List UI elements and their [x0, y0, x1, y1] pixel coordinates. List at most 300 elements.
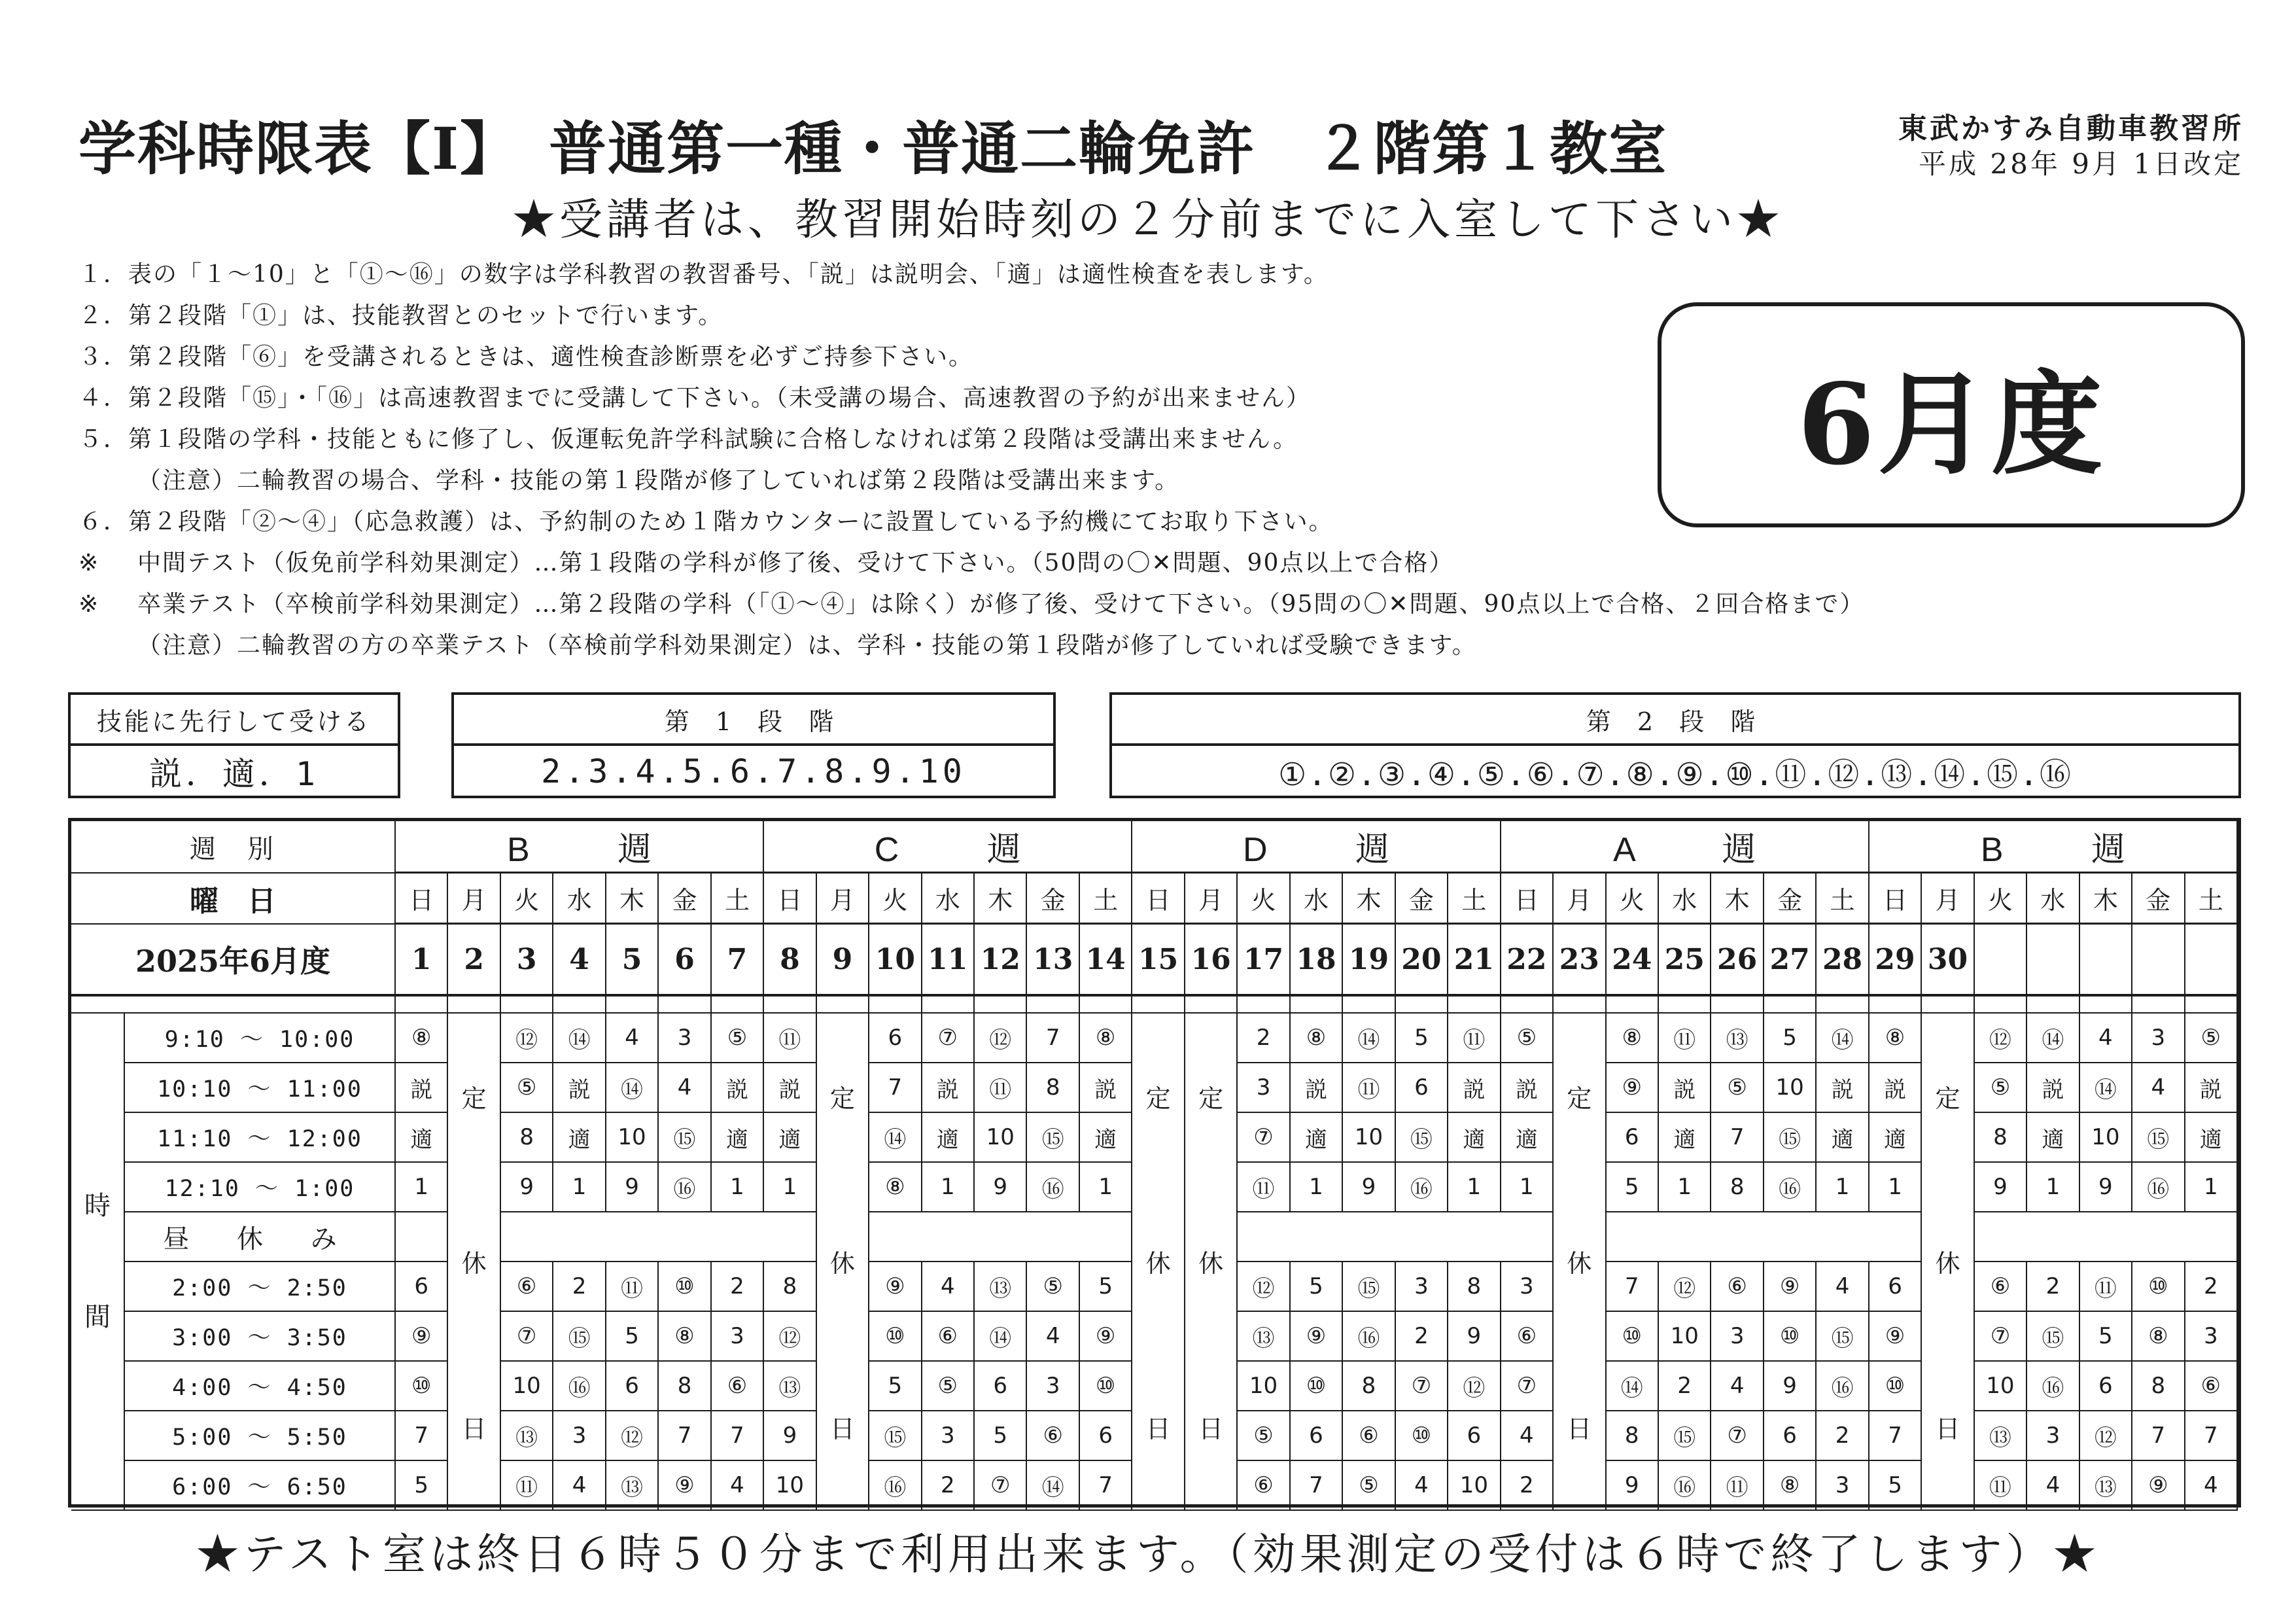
date-cell: 25: [1659, 925, 1711, 997]
holiday-char: 日: [1567, 1415, 1592, 1444]
spacer-cell: [1922, 997, 1974, 1014]
lesson-cell: ⑫: [1448, 1362, 1501, 1411]
lunch-break-cell: [869, 1212, 1132, 1262]
lesson-cell: 8: [1975, 1113, 2027, 1163]
spacer-cell: [1764, 997, 1817, 1014]
lesson-cell: 適: [712, 1113, 764, 1163]
weekday-cell: 水: [553, 874, 606, 925]
stage-2-label: 第 2 段 階: [1112, 695, 2238, 746]
lesson-cell: 適: [1659, 1113, 1711, 1163]
lesson-cell: ⑧: [1080, 1014, 1132, 1063]
lesson-cell: 3: [2027, 1411, 2079, 1461]
spacer-cell: [1396, 997, 1448, 1014]
weekday-cell: 水: [2027, 874, 2079, 925]
spacer-cell: [1080, 997, 1132, 1014]
lesson-cell: ⑭: [1607, 1362, 1659, 1411]
note-mark: ※: [78, 550, 100, 576]
spacer-cell: [1817, 997, 1869, 1014]
week-header: D 週: [1132, 821, 1501, 874]
lesson-cell: ⑥: [2185, 1362, 2238, 1411]
lesson-cell: ⑯: [2132, 1163, 2185, 1212]
lesson-cell: ⑤: [922, 1362, 975, 1411]
lesson-cell: 5: [2080, 1312, 2132, 1362]
lesson-cell: 1: [1817, 1163, 1869, 1212]
lesson-cell: ⑥: [922, 1312, 975, 1362]
date-cell: 3: [501, 925, 553, 997]
lesson-cell: ⑤: [1711, 1063, 1764, 1113]
lesson-cell: ⑮: [659, 1113, 711, 1163]
weekday-cell: 水: [1291, 874, 1343, 925]
lesson-cell: ⑧: [1607, 1014, 1659, 1063]
notes-list: [78, 254, 1864, 666]
lesson-cell: ⑧: [869, 1163, 922, 1212]
holiday-column: [1554, 1014, 1606, 1511]
lesson-cell: 説: [1817, 1063, 1869, 1113]
lesson-cell: ⑬: [1711, 1014, 1764, 1063]
weekday-cell: 金: [1764, 874, 1817, 925]
lesson-cell: ⑮: [1343, 1262, 1395, 1312]
date-cell: 21: [1448, 925, 1501, 997]
spacer-cell: [606, 997, 659, 1014]
lesson-cell: 4: [1501, 1411, 1554, 1461]
week-header: A 週: [1501, 821, 1870, 874]
lesson-cell: ⑤: [1238, 1411, 1290, 1461]
weekday-cell: 土: [1817, 874, 1869, 925]
lesson-cell: 適: [396, 1113, 448, 1163]
lesson-cell: 4: [1711, 1362, 1764, 1411]
lesson-cell: 8: [501, 1113, 553, 1163]
date-cell: 19: [1343, 925, 1395, 997]
lesson-cell: 説: [2027, 1063, 2079, 1113]
spacer-cell: [1343, 997, 1395, 1014]
day-header-label: 曜 日: [71, 874, 396, 925]
lesson-cell: ⑧: [659, 1312, 711, 1362]
lesson-cell: ⑯: [1343, 1312, 1395, 1362]
lesson-cell: ⑦: [975, 1461, 1027, 1511]
weekday-cell: 火: [869, 874, 922, 925]
holiday-char: 日: [1198, 1415, 1224, 1444]
holiday-column: [448, 1014, 500, 1511]
weekday-cell: 金: [1396, 874, 1448, 925]
lesson-cell: ⑮: [2132, 1113, 2185, 1163]
lesson-cell: 6: [1764, 1411, 1817, 1461]
lesson-cell: 8: [659, 1362, 711, 1411]
lesson-cell: ⑯: [1659, 1461, 1711, 1511]
stage-1-items: 2.3.4.5.6.7.8.9.10: [541, 752, 966, 790]
lesson-cell: ⑭: [1343, 1014, 1395, 1063]
page-title: 学科時限表【Ⅰ】 普通第一種・普通二輪免許 ２階第１教室: [78, 115, 1668, 183]
lesson-cell: 1: [712, 1163, 764, 1212]
lesson-cell: ⑥: [712, 1362, 764, 1411]
lesson-cell: 適: [922, 1113, 975, 1163]
holiday-char: 休: [829, 1249, 855, 1279]
spacer-cell: [1554, 997, 1606, 1014]
spacer-cell: [1291, 997, 1343, 1014]
holiday-char: 定: [1567, 1084, 1592, 1113]
date-cell: 20: [1396, 925, 1448, 997]
lesson-cell: 2: [1238, 1014, 1290, 1063]
lesson-cell: 10: [764, 1461, 816, 1511]
lesson-cell: 4: [659, 1063, 711, 1113]
weekday-cell: 木: [975, 874, 1027, 925]
date-cell: 8: [764, 925, 816, 997]
lesson-cell: ⑪: [1448, 1014, 1501, 1063]
note-text: 中間テスト（仮免前学科効果測定）…第１段階の学科が修了後、受けて下さい。（50問の〇✕問題、90点以上で合格）: [137, 550, 1454, 576]
holiday-char: 日: [829, 1415, 855, 1444]
lesson-cell: 説: [553, 1063, 606, 1113]
spacer-cell: [501, 997, 553, 1014]
lesson-cell: 6: [2080, 1362, 2132, 1411]
lesson-cell: 6: [606, 1362, 659, 1411]
holiday-char: 定: [1935, 1084, 1960, 1113]
lesson-cell: 10: [1659, 1312, 1711, 1362]
date-cell: 14: [1080, 925, 1132, 997]
lesson-cell: 4: [1027, 1312, 1079, 1362]
holiday-column: [1132, 1014, 1185, 1511]
stage-1-box: [451, 692, 1056, 798]
lesson-cell: 説: [712, 1063, 764, 1113]
holiday-char: 休: [461, 1249, 487, 1279]
lesson-cell: ⑨: [659, 1461, 711, 1511]
week-header: C 週: [764, 821, 1132, 874]
lesson-cell: ⑮: [1764, 1113, 1817, 1163]
date-cell: 29: [1870, 925, 1922, 997]
lesson-cell: 9: [501, 1163, 553, 1212]
headline-notice: ★受講者は、教習開始時刻の２分前までに入室して下さい★: [512, 194, 1784, 245]
lesson-cell: ⑫: [501, 1014, 553, 1063]
date-cell: [2080, 925, 2132, 997]
lesson-cell: 9: [1448, 1312, 1501, 1362]
lesson-cell: 3: [712, 1312, 764, 1362]
date-header-label: 2025年6月度: [71, 925, 396, 997]
lesson-cell: ⑯: [1027, 1163, 1079, 1212]
lesson-cell: 7: [396, 1411, 448, 1461]
spacer-cell: [1607, 997, 1659, 1014]
lesson-cell: 1: [1291, 1163, 1343, 1212]
lesson-cell: 4: [922, 1262, 975, 1312]
spacer-cell: [1132, 997, 1185, 1014]
weekday-cell: 月: [1922, 874, 1974, 925]
lesson-cell: ⑭: [553, 1014, 606, 1063]
lesson-cell: ⑧: [1870, 1014, 1922, 1063]
spacer-cell: [396, 997, 448, 1014]
schedule-table: [68, 818, 2241, 1508]
note-item: ２．第２段階「①」は、技能教習とのセットで行います。: [78, 302, 723, 329]
lesson-cell: ⑧: [396, 1014, 448, 1063]
lesson-cell: 9: [2080, 1163, 2132, 1212]
lesson-cell: 適: [553, 1113, 606, 1163]
lesson-cell: 2: [2185, 1262, 2238, 1312]
date-cell: [2132, 925, 2185, 997]
lesson-cell: ⑨: [396, 1312, 448, 1362]
lesson-cell: ⑯: [869, 1461, 922, 1511]
date-cell: 24: [1607, 925, 1659, 997]
note-text: 卒業テスト（卒検前学科効果測定）…第２段階の学科（「①～④」は除く）が修了後、受けて下さい。（95問の〇✕問題、90点以上で合格、２回合格まで）: [137, 591, 1865, 618]
lesson-cell: 5: [1870, 1461, 1922, 1511]
lesson-cell: 説: [1870, 1063, 1922, 1113]
weekday-cell: 日: [1501, 874, 1554, 925]
date-cell: 4: [553, 925, 606, 997]
lesson-cell: 1: [2185, 1163, 2238, 1212]
spacer-cell: [1975, 997, 2027, 1014]
lesson-cell: 4: [1396, 1461, 1448, 1511]
lesson-cell: 9: [764, 1411, 816, 1461]
weekday-cell: 金: [659, 874, 711, 925]
lesson-cell: ⑭: [975, 1312, 1027, 1362]
time-slot-label: 9:10 ～ 10:00: [125, 1014, 396, 1063]
lesson-cell: ⑥: [501, 1262, 553, 1312]
holiday-char: 日: [1145, 1415, 1171, 1444]
holiday-char: 休: [1935, 1249, 1960, 1279]
lesson-cell: ⑪: [501, 1461, 553, 1511]
weekday-cell: 火: [1607, 874, 1659, 925]
spacer-cell: [1027, 997, 1079, 1014]
lesson-cell: ⑤: [2185, 1014, 2238, 1063]
lesson-cell: 8: [1448, 1262, 1501, 1312]
date-cell: 7: [712, 925, 764, 997]
date-cell: 17: [1238, 925, 1290, 997]
lesson-cell: 8: [1343, 1362, 1395, 1411]
lesson-cell: ⑪: [1343, 1063, 1395, 1113]
lesson-cell: 8: [1027, 1063, 1079, 1113]
lesson-cell: ⑫: [606, 1411, 659, 1461]
lesson-cell: 5: [606, 1312, 659, 1362]
week-header: B 週: [1870, 821, 2238, 874]
lesson-cell: 1: [553, 1163, 606, 1212]
lesson-cell: ⑭: [2027, 1014, 2079, 1063]
date-cell: 1: [396, 925, 448, 997]
lesson-cell: 2: [712, 1262, 764, 1312]
weekday-cell: 水: [1659, 874, 1711, 925]
lesson-cell: 3: [1238, 1063, 1290, 1113]
lesson-cell: 6: [1291, 1411, 1343, 1461]
lesson-cell: 6: [869, 1014, 922, 1063]
lunch-break-label: 昼 休 み: [125, 1212, 396, 1262]
week-header: B 週: [396, 821, 764, 874]
lesson-cell: 6: [1396, 1063, 1448, 1113]
lesson-cell: ⑯: [1396, 1163, 1448, 1212]
weekday-cell: 月: [448, 874, 500, 925]
lesson-cell: 適: [2027, 1113, 2079, 1163]
holiday-char: 休: [1567, 1249, 1592, 1279]
lesson-cell: ⑨: [1080, 1312, 1132, 1362]
lesson-cell: 8: [1607, 1411, 1659, 1461]
lesson-cell: ⑥: [1711, 1262, 1764, 1312]
lesson-cell: ⑯: [2027, 1362, 2079, 1411]
lesson-cell: 1: [1501, 1163, 1554, 1212]
lesson-cell: 4: [712, 1461, 764, 1511]
lesson-cell: ⑪: [1711, 1461, 1764, 1511]
lesson-cell: ⑦: [1396, 1362, 1448, 1411]
spacer-cell: [2185, 997, 2238, 1014]
lesson-cell: 4: [2027, 1461, 2079, 1511]
spacer-cell: [975, 997, 1027, 1014]
weekday-cell: 木: [1343, 874, 1395, 925]
date-cell: 5: [606, 925, 659, 997]
lesson-cell: 4: [553, 1461, 606, 1511]
lesson-cell: ⑨: [1291, 1312, 1343, 1362]
lesson-cell: ⑩: [869, 1312, 922, 1362]
lesson-cell: ⑥: [1027, 1411, 1079, 1461]
lesson-cell: 説: [1448, 1063, 1501, 1113]
weekday-cell: 日: [1132, 874, 1185, 925]
spacer-cell: [553, 997, 606, 1014]
lesson-cell: 9: [1607, 1461, 1659, 1511]
lesson-cell: 1: [396, 1163, 448, 1212]
time-slot-label: 3:00 ～ 3:50: [125, 1312, 396, 1362]
date-cell: 28: [1817, 925, 1869, 997]
time-slot-label: 11:10 ～ 12:00: [125, 1113, 396, 1163]
lesson-cell: 7: [2132, 1411, 2185, 1461]
week-header-label: 週 別: [71, 821, 396, 874]
lesson-cell: 説: [1080, 1063, 1132, 1113]
lesson-cell: 4: [2080, 1014, 2132, 1063]
weekday-cell: 日: [764, 874, 816, 925]
lesson-cell: 8: [2132, 1362, 2185, 1411]
lunch-break-cell: [1607, 1212, 1922, 1262]
lesson-cell: 適: [1448, 1113, 1501, 1163]
date-cell: 2: [448, 925, 500, 997]
lesson-cell: ⑤: [501, 1063, 553, 1113]
lesson-cell: 6: [1448, 1411, 1501, 1461]
lesson-cell: 9: [1343, 1163, 1395, 1212]
holiday-char: 休: [1145, 1249, 1171, 1279]
lesson-cell: 説: [922, 1063, 975, 1113]
lesson-cell: ⑩: [1396, 1411, 1448, 1461]
lesson-cell: 5: [1764, 1014, 1817, 1063]
note-item: [78, 584, 1864, 625]
stage-1-label: 第 1 段 階: [454, 695, 1053, 746]
lesson-cell: 5: [975, 1411, 1027, 1461]
lesson-cell: ⑦: [1238, 1113, 1290, 1163]
spacer-cell: [817, 997, 869, 1014]
spacer-cell: [712, 997, 764, 1014]
holiday-char: 日: [461, 1415, 487, 1444]
lesson-cell: ⑦: [501, 1312, 553, 1362]
spacer-cell: [1238, 997, 1290, 1014]
spacer-cell: [2027, 997, 2079, 1014]
lesson-cell: 7: [1607, 1262, 1659, 1312]
lesson-cell: 適: [1291, 1113, 1343, 1163]
lesson-cell: 1: [1448, 1163, 1501, 1212]
holiday-char: 定: [1145, 1084, 1171, 1113]
spacer-cell: [1870, 997, 1922, 1014]
lesson-cell: ⑤: [1343, 1461, 1395, 1511]
lesson-cell: 5: [869, 1362, 922, 1411]
lesson-cell: ⑭: [606, 1063, 659, 1113]
holiday-column: [817, 1014, 869, 1511]
lesson-cell: 4: [2132, 1063, 2185, 1113]
weekday-cell: 火: [501, 874, 553, 925]
spacer-cell: [922, 997, 975, 1014]
lesson-cell: 8: [1711, 1163, 1764, 1212]
lesson-cell: 3: [2185, 1312, 2238, 1362]
lesson-cell: 4: [606, 1014, 659, 1063]
lesson-cell: ⑪: [975, 1063, 1027, 1113]
lesson-cell: ⑧: [1764, 1461, 1817, 1511]
weekday-cell: 月: [817, 874, 869, 925]
lesson-cell: ⑩: [1080, 1362, 1132, 1411]
lesson-cell: ⑫: [1659, 1262, 1711, 1312]
weekday-cell: 火: [1975, 874, 2027, 925]
note-item: ６．第２段階「②～④」（応急救護）は、予約制のため１階カウンターに設置している予約機にてお取り下さい。: [78, 508, 1334, 535]
lesson-cell: 適: [2185, 1113, 2238, 1163]
spacer-cell: [764, 997, 816, 1014]
lesson-cell: 9: [1764, 1362, 1817, 1411]
month-badge: 6月度: [1658, 302, 2245, 527]
lesson-cell: ⑭: [1027, 1461, 1079, 1511]
header-spacer: [71, 997, 396, 1014]
lesson-cell: ⑨: [1870, 1312, 1922, 1362]
lesson-cell: ⑧: [1291, 1014, 1343, 1063]
time-slot-label: 4:00 ～ 4:50: [125, 1362, 396, 1411]
spacer-cell: [1659, 997, 1711, 1014]
weekday-cell: 土: [1080, 874, 1132, 925]
time-section-label: [71, 1014, 125, 1511]
lesson-cell: 5: [396, 1461, 448, 1511]
lesson-cell: 3: [2132, 1014, 2185, 1063]
spacer-cell: [1448, 997, 1501, 1014]
date-cell: 9: [817, 925, 869, 997]
lesson-cell: 説: [1659, 1063, 1711, 1113]
date-cell: 23: [1554, 925, 1606, 997]
stage-pre-label: 技能に先行して受ける: [71, 695, 398, 746]
lesson-cell: ⑥: [1238, 1461, 1290, 1511]
lesson-cell: 6: [396, 1262, 448, 1312]
lesson-cell: 10: [1764, 1063, 1817, 1113]
holiday-char: 日: [1935, 1415, 1960, 1444]
note-mark: ※: [78, 591, 100, 618]
holiday-column: [1185, 1014, 1238, 1511]
lesson-cell: ⑩: [2132, 1262, 2185, 1312]
lunch-break-cell: [1975, 1212, 2238, 1262]
lesson-cell: 1: [2027, 1163, 2079, 1212]
date-cell: 18: [1291, 925, 1343, 997]
lesson-cell: ⑪: [606, 1262, 659, 1312]
date-cell: 15: [1132, 925, 1185, 997]
lesson-cell: ⑤: [1501, 1014, 1554, 1063]
lesson-cell: 10: [1238, 1362, 1290, 1411]
stage-2-items: ①.②.③.④.⑤.⑥.⑦.⑧.⑨.⑩.⑪.⑫.⑬.⑭.⑮.⑯: [1278, 756, 2072, 793]
weekday-cell: 土: [1448, 874, 1501, 925]
lesson-cell: 3: [1711, 1312, 1764, 1362]
lesson-cell: ⑮: [1659, 1411, 1711, 1461]
lesson-cell: ⑤: [1975, 1063, 2027, 1113]
lesson-cell: 10: [501, 1362, 553, 1411]
note-item: （注意）二輪教習の方の卒業テスト（卒検前学科効果測定）は、学科・技能の第１段階が修了していれば受験できます。: [137, 632, 1477, 659]
lesson-cell: ⑪: [1238, 1163, 1290, 1212]
lesson-cell: 2: [1817, 1411, 1869, 1461]
lesson-cell: 適: [764, 1113, 816, 1163]
holiday-char: 定: [461, 1084, 487, 1113]
lesson-cell: ⑯: [659, 1163, 711, 1212]
holiday-char: 定: [829, 1084, 855, 1113]
lesson-cell: 10: [606, 1113, 659, 1163]
stage-2-box: [1109, 692, 2241, 798]
lunch-break-cell: [1238, 1212, 1554, 1262]
lesson-cell: 1: [1080, 1163, 1132, 1212]
lesson-cell: 1: [922, 1163, 975, 1212]
lesson-cell: ⑫: [764, 1312, 816, 1362]
lesson-cell: 3: [922, 1411, 975, 1461]
lesson-cell: ⑯: [553, 1362, 606, 1411]
lesson-cell: ⑬: [1975, 1411, 2027, 1461]
lesson-cell: 9: [1975, 1163, 2027, 1212]
lunch-break-cell: [396, 1212, 448, 1262]
date-cell: 27: [1764, 925, 1817, 997]
weekday-cell: 日: [396, 874, 448, 925]
lesson-cell: ⑭: [2080, 1063, 2132, 1113]
